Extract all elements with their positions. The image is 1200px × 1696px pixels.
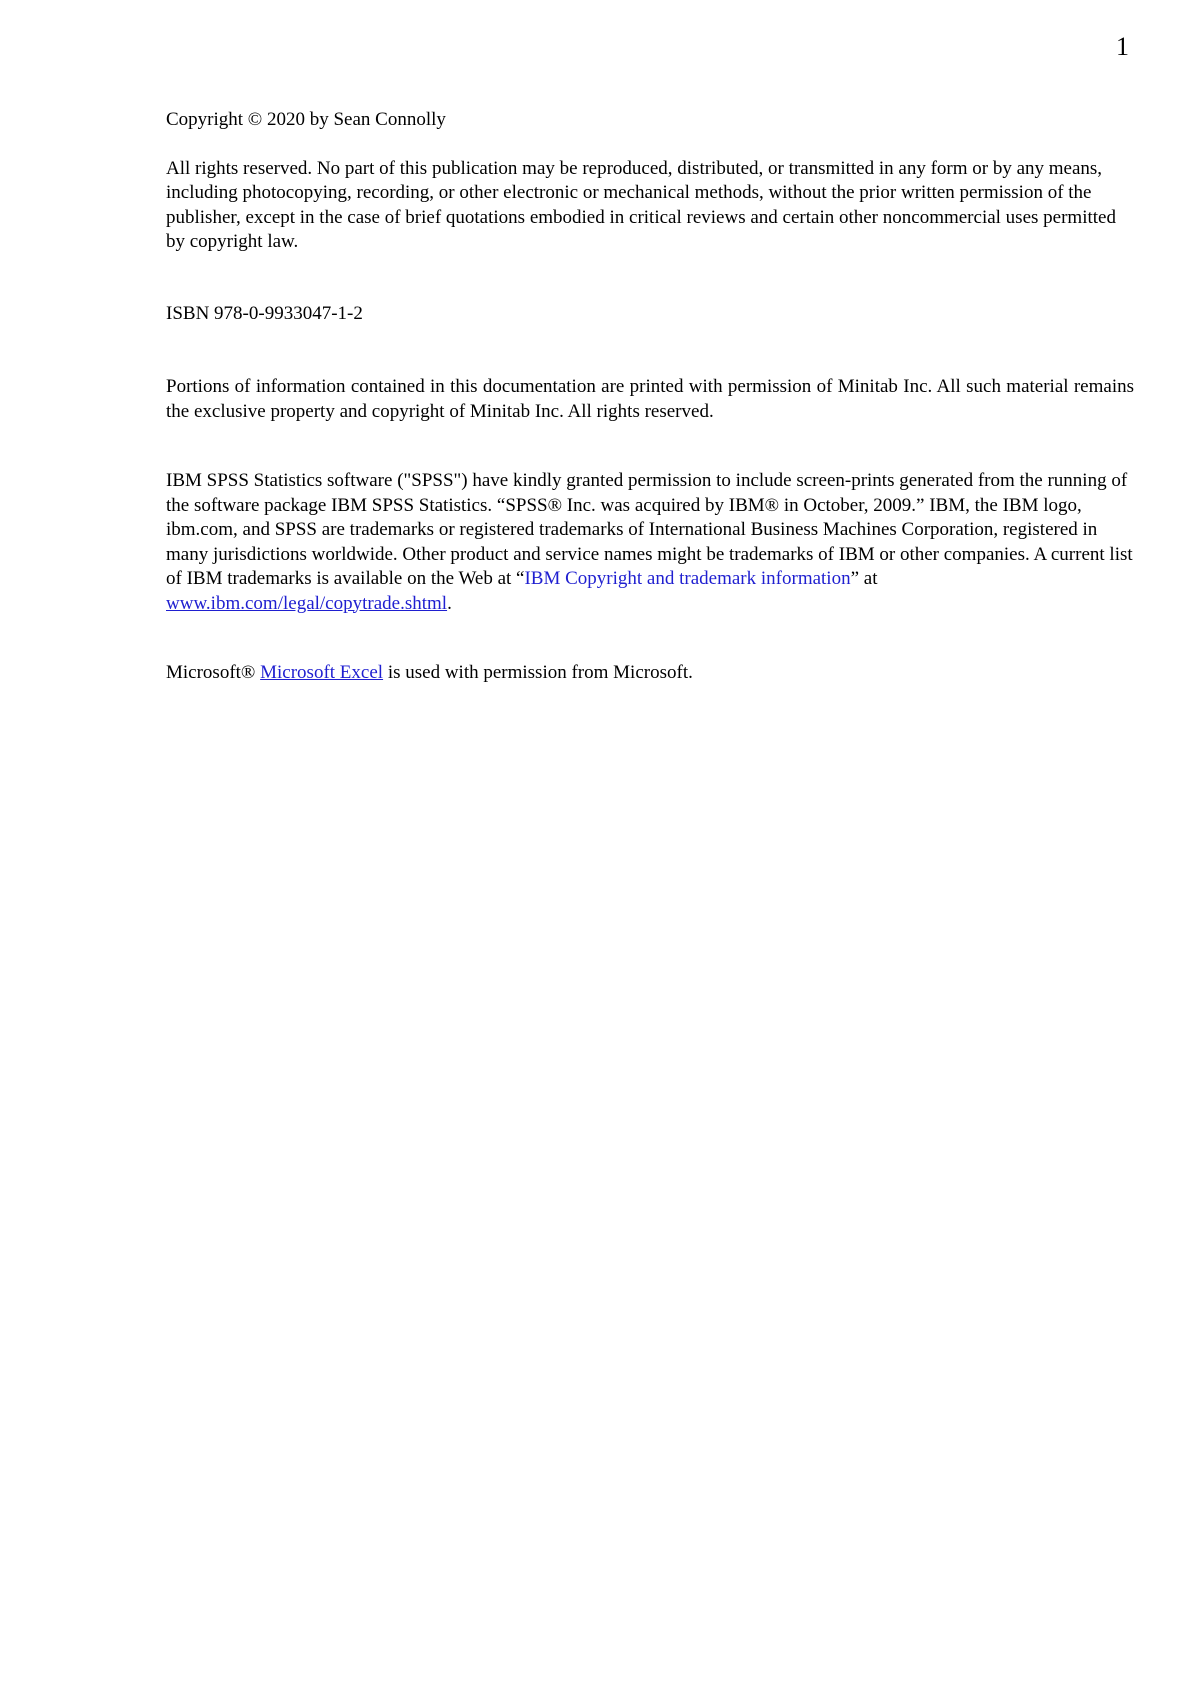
end-punctuation: . bbox=[447, 592, 452, 614]
ibm-copytrade-url-link[interactable]: www.ibm.com/legal/copytrade.shtml bbox=[166, 592, 448, 614]
rights-paragraph: All rights reserved. No part of this publication may be reproduced, distributed, or transmitted in any form or by any means, including photocopying, recording, or other electronic or mechanical methods, without the prior written permission of the publisher, except in the case of brief quotations embodied in critical reviews and certain other noncommercial uses permitted by copyright law. bbox=[166, 157, 1116, 252]
microsoft-suffix: is used with permission from Microsoft. bbox=[383, 662, 693, 683]
microsoft-excel-link[interactable]: Microsoft Excel bbox=[260, 662, 384, 683]
ibm-copyright-link[interactable]: IBM Copyright and trademark information bbox=[524, 568, 851, 589]
quote-open: “ bbox=[516, 568, 525, 589]
page-number: 1 bbox=[1116, 32, 1129, 61]
ibm-paragraph-text: IBM SPSS Statistics software ("SPSS") have kindly granted permission to include screen-prints generated from the running of the software package IBM SPSS Statistics. “SPSS® Inc. was acquired by IBM® in October, 2009.” IBM, the IBM logo, ibm.com, and SPSS are trademarks or registered trademarks of International Business Machines Corporation, registered in many jurisdictions worldwide. Other product and service names might be trademarks of IBM or other companies. A current list of IBM trademarks is available on the Web at bbox=[166, 470, 1133, 589]
ibm-spss-permission-paragraph bbox=[166, 469, 1134, 616]
copyright-page-content bbox=[166, 108, 1134, 686]
quote-close: ” bbox=[850, 568, 860, 589]
at-text: at bbox=[859, 568, 878, 589]
microsoft-permission-paragraph bbox=[166, 661, 1134, 686]
isbn: ISBN 978-0-9933047-1-2 bbox=[166, 302, 363, 324]
microsoft-prefix: Microsoft® bbox=[166, 662, 261, 683]
copyright-line: Copyright © 2020 by Sean Connolly bbox=[166, 109, 446, 130]
minitab-permission-paragraph: Portions of information contained in this documentation are printed with permission of Minitab Inc. All such material remains the exclusive property and copyright of Minitab Inc. All rights reserved. bbox=[166, 376, 1134, 422]
